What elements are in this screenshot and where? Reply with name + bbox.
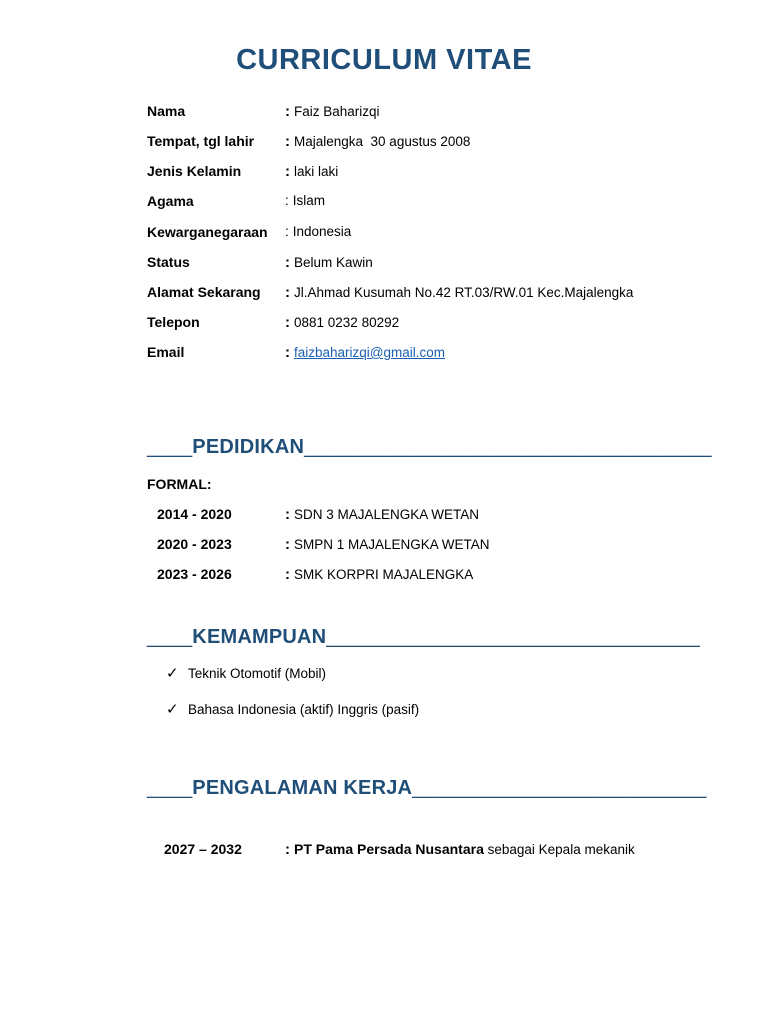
section-heading-education (147, 436, 712, 459)
experience-detail (285, 841, 635, 858)
info-value (285, 254, 373, 271)
education-row (0, 506, 768, 528)
education-school-text: SMK KORPRI MAJALENGKA (294, 567, 474, 582)
heading-suffix: ____________________________________ (304, 436, 712, 458)
experience-company: PT Pama Persada Nusantara (294, 841, 484, 857)
heading-suffix: __________________________ (412, 777, 707, 799)
colon: : (285, 536, 290, 553)
info-row-status (0, 254, 768, 276)
info-value (285, 133, 470, 150)
info-value (285, 344, 445, 361)
info-row-alamat (0, 284, 768, 306)
info-value-text: laki laki (294, 164, 339, 179)
info-value-text: Indonesia (292, 224, 352, 239)
colon: : (285, 193, 289, 208)
info-value (285, 314, 399, 331)
education-school-text: SDN 3 MAJALENGKA WETAN (294, 507, 480, 522)
experience-row (0, 841, 768, 863)
education-row (0, 566, 768, 588)
skill-item (166, 700, 419, 718)
info-value (285, 224, 351, 239)
info-value-text: Belum Kawin (294, 255, 373, 270)
info-value (285, 103, 380, 120)
info-value (285, 163, 338, 180)
info-value-text: 0881 0232 80292 (294, 315, 400, 330)
experience-role: sebagai Kepala mekanik (483, 842, 635, 857)
info-value (285, 284, 633, 301)
section-heading-skills (147, 626, 700, 649)
heading-prefix: ____ (147, 626, 193, 648)
education-school (285, 506, 479, 523)
checkmark-icon: ✓ (166, 665, 179, 682)
education-school (285, 536, 490, 553)
info-row-agama (0, 193, 768, 215)
info-label: Telepon (147, 314, 200, 330)
info-label: Tempat, tgl lahir (147, 133, 255, 149)
colon: : (285, 224, 289, 239)
section-heading-experience (147, 777, 707, 800)
email-link[interactable]: faizbaharizqi@gmail.com (294, 345, 446, 360)
info-label: Nama (147, 103, 186, 119)
colon: : (285, 566, 290, 583)
colon: : (285, 254, 290, 271)
info-value-text: Faiz Baharizqi (294, 104, 380, 119)
education-years: 2020 - 2023 (157, 536, 232, 552)
heading-text: PENGALAMAN KERJA (192, 777, 413, 799)
info-label: Kewarganegaraan (147, 224, 268, 240)
info-row-email (0, 344, 768, 366)
colon: : (285, 133, 290, 150)
education-school (285, 566, 473, 583)
colon: : (285, 841, 290, 858)
experience-years: 2027 – 2032 (164, 841, 242, 857)
skill-item (166, 664, 326, 682)
info-label: Email (147, 344, 185, 360)
colon: : (285, 344, 290, 361)
info-row-nama (0, 103, 768, 125)
colon: : (285, 163, 290, 180)
heading-prefix: ____ (147, 436, 193, 458)
info-label: Jenis Kelamin (147, 163, 242, 179)
education-sublabel: FORMAL: (147, 476, 212, 492)
heading-suffix: _________________________________ (326, 626, 700, 648)
info-row-kewarganegaraan (0, 224, 768, 246)
education-school-text: SMPN 1 MAJALENGKA WETAN (294, 537, 490, 552)
colon: : (285, 314, 290, 331)
heading-prefix: ____ (147, 777, 193, 799)
info-value (285, 193, 325, 208)
info-label: Status (147, 254, 190, 270)
info-row-jenis-kelamin (0, 163, 768, 185)
colon: : (285, 284, 290, 301)
heading-text: PEDIDIKAN (192, 436, 305, 458)
education-years: 2014 - 2020 (157, 506, 232, 522)
education-years: 2023 - 2026 (157, 566, 232, 582)
info-row-telepon (0, 314, 768, 336)
education-row (0, 536, 768, 558)
colon: : (285, 103, 290, 120)
skill-text: Bahasa Indonesia (aktif) Inggris (pasif) (188, 702, 420, 717)
info-value-text: Islam (292, 193, 326, 208)
heading-text: KEMAMPUAN (192, 626, 327, 648)
info-label: Alamat Sekarang (147, 284, 261, 300)
colon: : (285, 506, 290, 523)
info-row-ttl (0, 133, 768, 155)
skill-text: Teknik Otomotif (Mobil) (188, 666, 327, 681)
info-label: Agama (147, 193, 194, 209)
page-title: CURRICULUM VITAE (236, 44, 532, 76)
info-value-text: Majalengka 30 agustus 2008 (294, 134, 471, 149)
checkmark-icon: ✓ (166, 701, 179, 718)
info-value-text: Jl.Ahmad Kusumah No.42 RT.03/RW.01 Kec.Majalengka (294, 285, 634, 300)
